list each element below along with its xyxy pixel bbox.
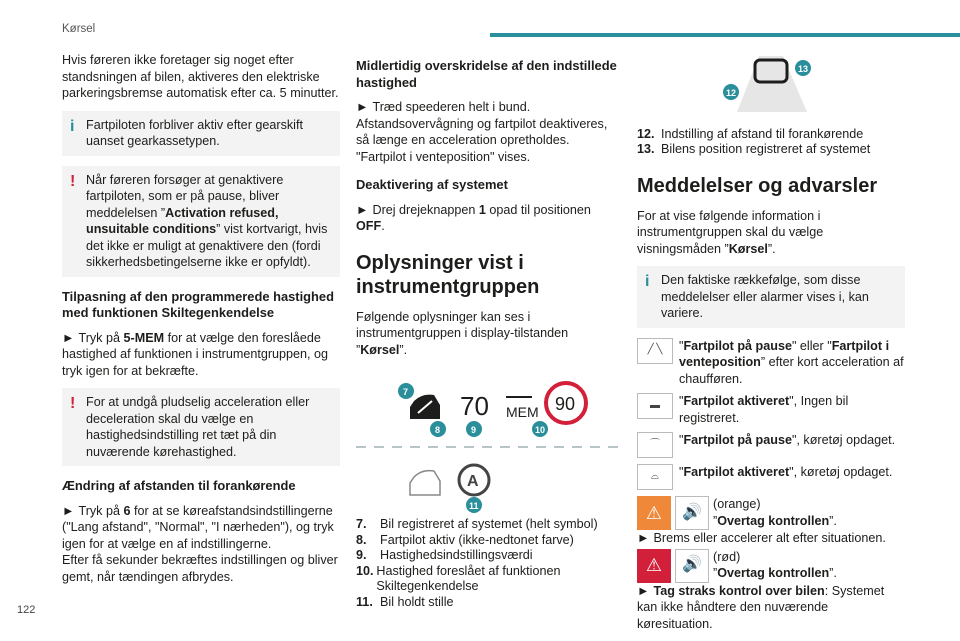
heading: Midlertidig overskridelse af den indstillede hastighed	[356, 58, 617, 90]
list-item: 12. Indstilling af afstand til forankørende	[637, 126, 864, 141]
speed-limit-value: 90	[555, 394, 576, 414]
paragraph: Følgende oplysninger kan ses i instrumentgruppen i display-tilstanden ”Kørsel”.	[356, 309, 569, 357]
message-item: ⚠ 🔊 (orange) ”Overtag kontrollen”.	[637, 496, 905, 530]
heading: Deaktivering af systemet	[356, 177, 508, 192]
page-number: 122	[17, 604, 36, 616]
svg-text:A: A	[467, 473, 479, 490]
list-item: 8. Fartpilot aktiv (ikke-nedtonet farve)	[356, 532, 574, 547]
info-icon: i	[70, 117, 75, 135]
mem-label: MEM	[506, 404, 539, 420]
badge-10	[532, 421, 548, 437]
set-speed: 70	[460, 391, 489, 421]
badge-7	[398, 383, 414, 399]
paragraph: ► Drej drejeknappen 1 opad til positionen OFF.	[356, 202, 591, 233]
arrow-icon: ►	[356, 202, 369, 217]
section-title: Meddelelser og advarsler	[637, 174, 878, 197]
info-box: i Fartpiloten forbliver aktiv efter gearskift uanset gearkassetypen.	[62, 111, 340, 156]
info-box: i Den faktiske rækkefølge, som disse meddelelser eller alarmer vises i, kan variere.	[637, 266, 905, 328]
badge-8	[430, 421, 446, 437]
paragraph: Afstandsovervågning og fartpilot deaktiveres, så længe en acceleration opretholdes. "Fartpilot i venteposition" vises.	[356, 116, 608, 164]
svg-text:13: 13	[798, 64, 809, 74]
car-detected-icon	[410, 395, 440, 419]
column-1	[62, 52, 340, 594]
svg-text:9: 9	[471, 425, 477, 435]
section-header: Kørsel	[62, 23, 96, 35]
paragraph: ► Tag straks kontrol over bilen: Systemet kan ikke håndtere den nuværende køresituation.	[637, 583, 885, 631]
paragraph: Hvis føreren ikke foretager sig noget efter standsningen af bilen, aktiveres den elektriske parkeringsbremse automatisk efter ca. 5 minutter.	[62, 53, 339, 100]
red-warning-icon: ⚠	[637, 549, 671, 583]
message-item: ⌒ "Fartpilot på pause", køretøj opdaget.	[637, 432, 905, 458]
badge-12	[723, 84, 739, 100]
column-2	[356, 52, 622, 610]
vehicle-paused-icon: ⌒	[637, 432, 673, 458]
badge-13	[795, 60, 811, 76]
list-item: 9. Hastighedsindstillingsværdi	[356, 548, 533, 562]
paragraph: ► Brems eller accelerer alt efter situationen.	[637, 531, 886, 545]
sound-icon: 🔊	[675, 549, 709, 583]
badge-9	[466, 421, 482, 437]
svg-text:7: 7	[403, 387, 409, 397]
arrow-icon: ►	[62, 503, 75, 518]
car-stopped-icon	[410, 471, 440, 495]
svg-text:11: 11	[469, 501, 479, 511]
paragraph: ► Tryk på 6 for at se køreafstandsindstillingerne ("Lang afstand", "Normal", "I nærheden"), og tryk igen for at vælge en af indstillingerne.	[62, 503, 334, 551]
section-title: Oplysninger vist i instrumentgruppen	[356, 251, 540, 298]
arrow-icon: ►	[637, 531, 650, 545]
orange-warning-icon: ⚠	[637, 496, 671, 530]
vehicle-active-icon: ⌓	[637, 464, 673, 490]
sound-icon: 🔊	[675, 496, 709, 530]
svg-text:10: 10	[535, 425, 546, 435]
warning-icon: !	[70, 395, 76, 412]
svg-text:8: 8	[435, 425, 441, 435]
warning-box: ! For at undgå pludselig acceleration eller deceleration skal du vælge en hastighedsindstilling ret tæt på din nuværende kørehastighed.	[62, 388, 340, 466]
list-item: 11. Bil holdt stille	[356, 594, 454, 609]
info-icon: i	[645, 273, 650, 290]
message-item: ▬ "Fartpilot aktiveret", Ingen bil registreret.	[637, 393, 905, 426]
legend-list	[356, 517, 622, 610]
column-3	[637, 52, 905, 641]
list-item: 13. Bilens position registreret af systemet	[637, 142, 871, 156]
arrow-icon: ►	[62, 330, 75, 345]
arrow-icon: ►	[356, 100, 369, 114]
heading: Tilpasning af den programmerede hastighed med funktionen Skiltegenkendelse	[62, 288, 334, 320]
header-bar	[490, 33, 960, 37]
cruise-paused-icon: ╱ ╲	[637, 338, 673, 364]
paragraph: ► Træd speederen helt i bund.	[356, 100, 531, 114]
paragraph: For at vise følgende information i instrumentgruppen skal du vælge visningsmåden ”Kørsel”.	[637, 208, 824, 256]
display-figure	[356, 367, 622, 517]
warning-icon: !	[70, 172, 76, 190]
message-item: ⌓ "Fartpilot aktiveret", køretøj opdaget.	[637, 464, 905, 490]
distance-illustration	[637, 52, 905, 116]
svg-text:12: 12	[726, 88, 737, 98]
heading: Ændring af afstanden til forankørende	[62, 478, 296, 493]
message-item: ⚠ 🔊 (rød) ”Overtag kontrollen”.	[637, 549, 905, 583]
cluster-illustration	[356, 367, 622, 517]
paragraph: ► Tryk på 5-MEM for at vælge den foreslåede hastighed af funktionen i instrumentgruppen, og tryk igen for at bekræfte.	[62, 330, 329, 378]
list-item: 10. Hastighed foreslået af funktionen Skiltegenkendelse	[356, 563, 561, 593]
badge-11	[466, 497, 482, 513]
arrow-icon: ►	[637, 583, 650, 598]
cruise-active-icon: ▬	[637, 393, 673, 419]
message-item: ╱ ╲ "Fartpilot på pause" eller "Fartpilot i venteposition” efter kort acceleration af chaufføren.	[637, 338, 905, 388]
paragraph: Efter få sekunder bekræftes indstillingen og bliver gemt, når tændingen afbrydes.	[62, 553, 338, 584]
legend-list	[637, 127, 905, 158]
list-item: 7. Bil registreret af systemet (helt symbol)	[356, 517, 598, 531]
warning-box: ! Når føreren forsøger at genaktivere fartpiloten, som er på pause, bliver meddelelsen ”Activation refused, unsuitable conditions” vist kortvarigt, hvis det ikke er muligt at genaktivere den (fordi sikkerhedsbetingelserne ikke er opfyldt).	[62, 166, 340, 277]
